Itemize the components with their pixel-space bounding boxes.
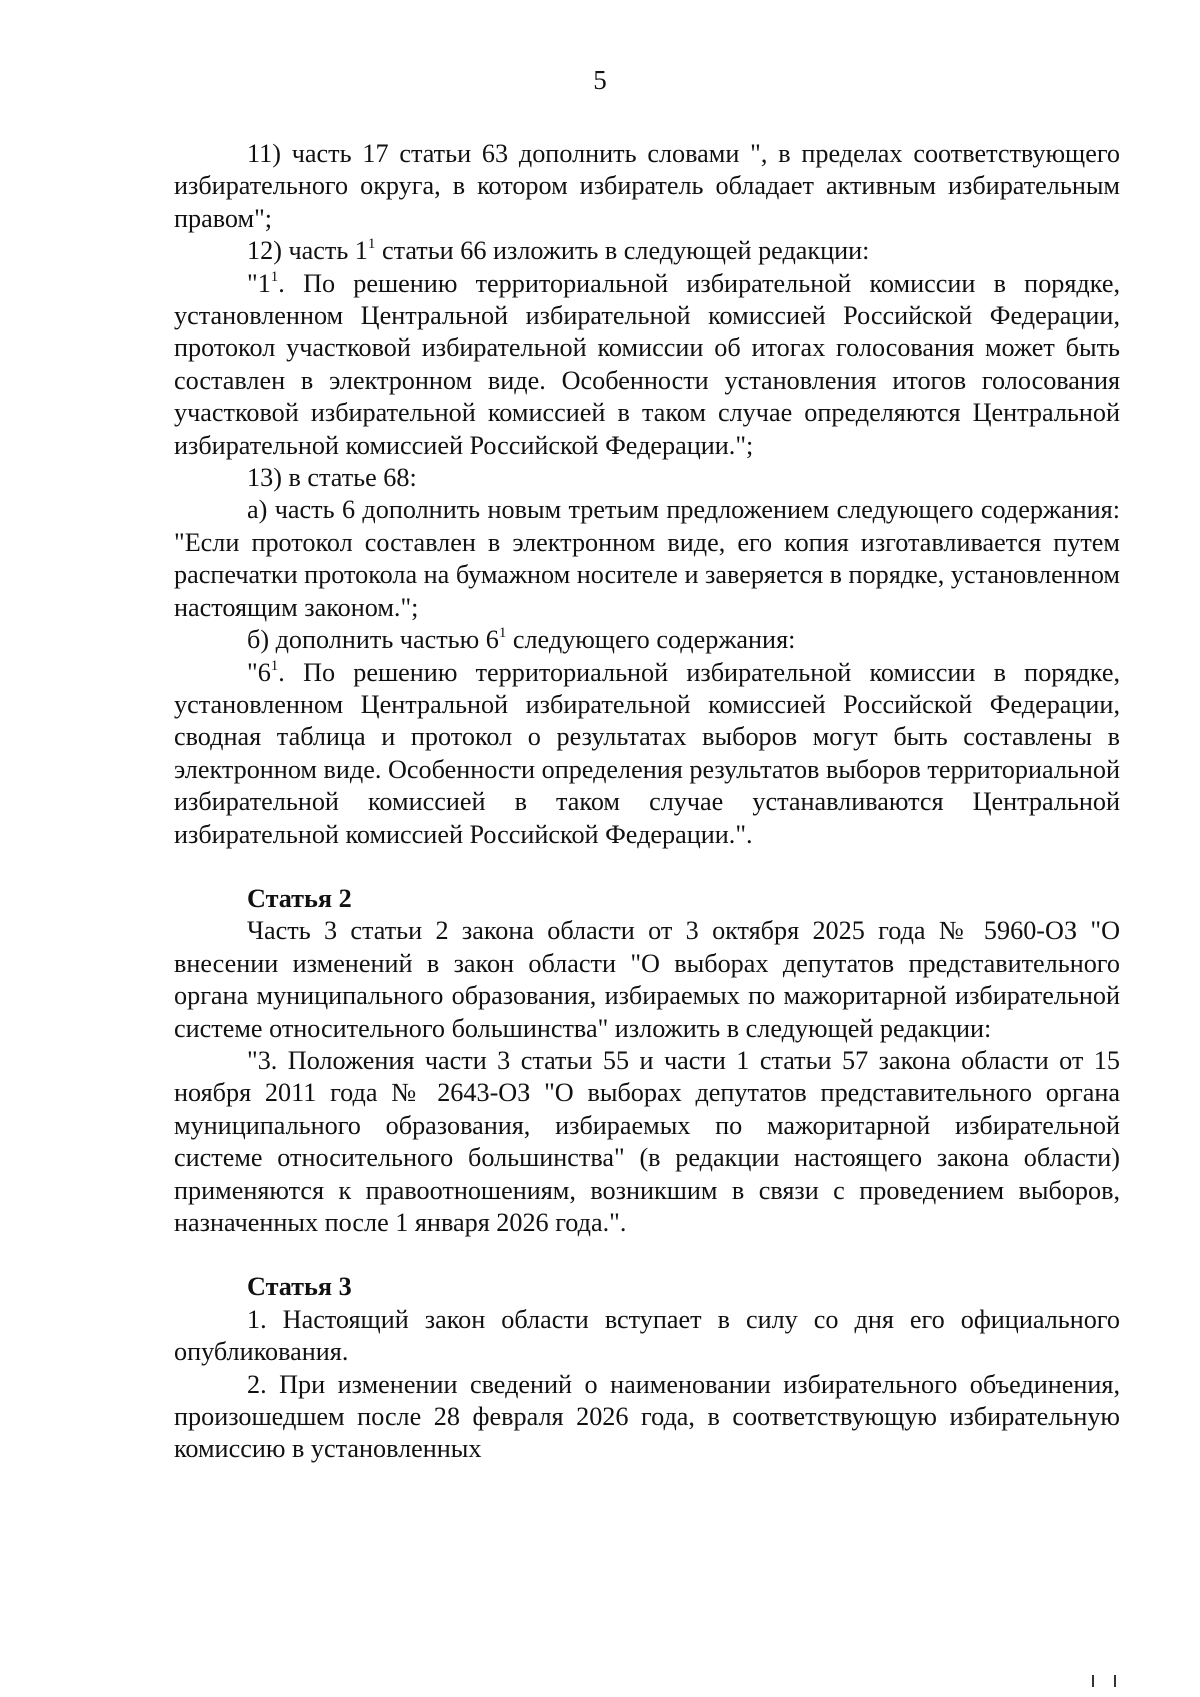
part-6-1-quote-text: . По решению территориальной избирательной комиссии в порядке, установленном Центральной избирательной комиссией Российской Федерации, сводная таблица и протокол о результатах выборов могут быть составлены в электронном виде. Особенности определения результатов выборов территориальной избирательной комиссией в таком случае устанавливаются Центральной избирательной комиссией Российской Федерации.". [174, 657, 1120, 849]
article-2-paragraph-1: Часть 3 статьи 2 закона области от 3 октября 2025 года № 5960-ОЗ "О внесении изменений в закон области "О выборах депутатов представительного органа муниципального образования, избираемых по мажоритарной избирательной системе относительного большинства" изложить в следующей редакции: [174, 916, 1120, 1043]
item-11-paragraph: 11) часть 17 статьи 63 дополнить словами ", в пределах соответствующего избирательного округа, в котором избиратель обладает активным избирательным правом"; [174, 139, 1120, 233]
article-3-paragraph-2: 2. При изменении сведений о наименовании избирательного объединения, произошедшем после 28 февраля 2026 года, в соответствующую избирательную комиссию в установленных [174, 1369, 1120, 1464]
part-1-1-quote-text: . По решению территориальной избирательной комиссии в порядке, установленном Центральной избирательной комиссией Российской Федерации, протокол участковой избирательной комиссии об итогах голосования может быть составлен в электронном виде. Особенности установления итогов голосования участковой избирательной комиссией в таком случае определяются Центральной избирательной комиссией Российской Федерации."; [174, 268, 1120, 460]
item-12-superscript: 1 [367, 236, 376, 253]
item-12-paragraph [174, 235, 1120, 267]
item-13b-superscript: 1 [498, 625, 507, 642]
section-spacer [174, 1239, 1120, 1271]
item-13a-paragraph: а) часть 6 дополнить новым третьим предложением следующего содержания: "Если протокол составлен в электронном виде, его копия изготавливается путем распечатки протокола на бумажном носителе и заверяется в порядке, установленном настоящим законом."; [174, 495, 1120, 622]
item-13b-text-start: б) дополнить частью 6 [247, 625, 499, 655]
part-1-1-quote-start: "1 [247, 268, 271, 298]
page-number: 5 [593, 65, 607, 95]
article-3-paragraph-1: 1. Настоящий закон области вступает в силу со дня его официального опубликования. [174, 1304, 1120, 1367]
item-12-text-end: статьи 66 изложить в следующей редакции: [375, 236, 870, 266]
part-6-1-quote-superscript: 1 [270, 657, 279, 674]
article-2-paragraph-2: "3. Положения части 3 статьи 55 и части 1 статьи 57 закона области от 15 ноября 2011 года № 2643-ОЗ "О выборах депутатов представительного органа муниципального образования, избираемых по мажоритарной избирательной системе относительного большинства" (в редакции настоящего закона области) применяются к правоотношениям, возникшим в связи с проведением выборов, назначенных после 1 января 2026 года.". [174, 1045, 1120, 1237]
scan-margin-marks [1090, 1675, 1120, 1689]
item-13-paragraph: 13) в статье 68: [247, 463, 417, 493]
document-body [174, 138, 1120, 1466]
scan-mark [1114, 1675, 1116, 1687]
item-13b-text-end: следующего содержания: [506, 625, 796, 655]
article-3-heading: Статья 3 [247, 1272, 352, 1302]
section-spacer [174, 851, 1120, 883]
item-13b-paragraph [174, 624, 1120, 656]
scan-mark [1092, 1675, 1094, 1687]
part-6-1-quote-paragraph [174, 657, 1120, 851]
part-1-1-quote-paragraph [174, 268, 1120, 462]
article-2-heading: Статья 2 [247, 883, 352, 913]
part-1-1-quote-superscript: 1 [270, 268, 279, 285]
item-12-text-start: 12) часть 1 [247, 236, 368, 266]
part-6-1-quote-start: "6 [247, 657, 271, 687]
